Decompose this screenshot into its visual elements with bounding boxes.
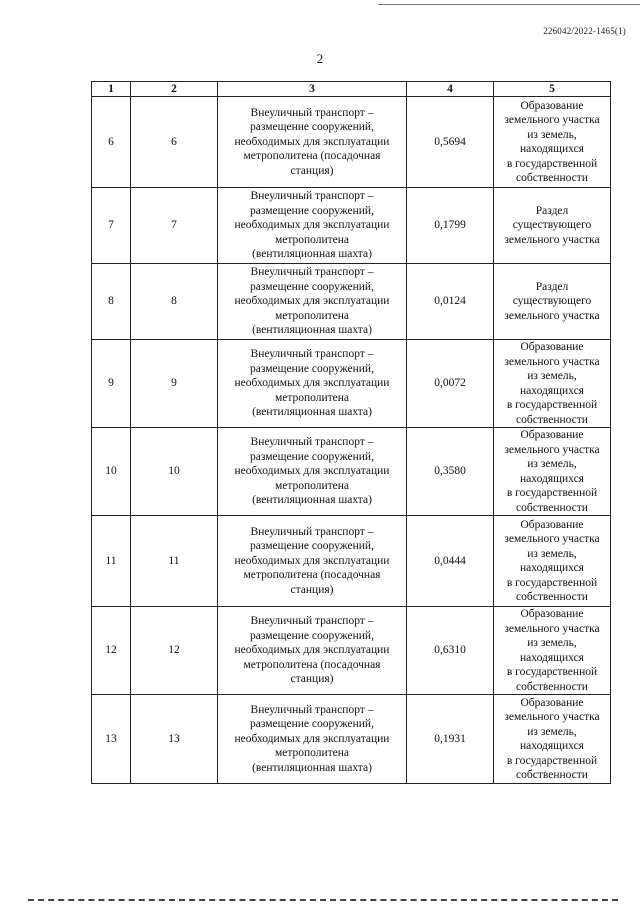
- formation-method: Образование земельного участка из земель, находящихся в государственной собственности: [494, 97, 611, 188]
- table-header-row: [92, 82, 611, 97]
- row-number: 6: [92, 97, 131, 188]
- permitted-use: Внеуличный транспорт – размещение сооружений, необходимых для эксплуатации метрополитена (вентиляционная шахта): [218, 428, 407, 516]
- formation-method: Образование земельного участка из земель, находящихся в государственной собственности: [494, 516, 611, 607]
- plot-number: 9: [131, 340, 218, 428]
- plot-number: 13: [131, 695, 218, 784]
- table-row: [92, 607, 611, 695]
- area-ha: 0,3580: [407, 428, 494, 516]
- bottom-rule: [28, 899, 618, 901]
- row-number: 10: [92, 428, 131, 516]
- table-row: [92, 340, 611, 428]
- land-plots-table: [91, 81, 611, 784]
- table-row: [92, 97, 611, 188]
- plot-number: 6: [131, 97, 218, 188]
- row-number: 11: [92, 516, 131, 607]
- formation-method: Раздел существующего земельного участка: [494, 188, 611, 264]
- permitted-use: Внеуличный транспорт – размещение сооружений, необходимых для эксплуатации метрополитена (посадочная станция): [218, 607, 407, 695]
- column-header-4: 4: [407, 82, 494, 97]
- permitted-use: Внеуличный транспорт – размещение сооружений, необходимых для эксплуатации метрополитена (посадочная станция): [218, 97, 407, 188]
- area-ha: 0,0124: [407, 264, 494, 340]
- permitted-use: Внеуличный транспорт – размещение сооружений, необходимых для эксплуатации метрополитена (вентиляционная шахта): [218, 695, 407, 784]
- area-ha: 0,1799: [407, 188, 494, 264]
- table-row: [92, 428, 611, 516]
- row-number: 9: [92, 340, 131, 428]
- area-ha: 0,0072: [407, 340, 494, 428]
- table-row: [92, 695, 611, 784]
- column-header-5: 5: [494, 82, 611, 97]
- row-number: 7: [92, 188, 131, 264]
- permitted-use: Внеуличный транспорт – размещение сооружений, необходимых для эксплуатации метрополитена (вентиляционная шахта): [218, 264, 407, 340]
- area-ha: 0,0444: [407, 516, 494, 607]
- permitted-use: Внеуличный транспорт – размещение сооружений, необходимых для эксплуатации метрополитена (посадочная станция): [218, 516, 407, 607]
- formation-method: Образование земельного участка из земель, находящихся в государственной собственности: [494, 607, 611, 695]
- row-number: 8: [92, 264, 131, 340]
- top-rule: [378, 4, 640, 5]
- row-number: 12: [92, 607, 131, 695]
- permitted-use: Внеуличный транспорт – размещение сооружений, необходимых для эксплуатации метрополитена (вентиляционная шахта): [218, 188, 407, 264]
- plot-number: 12: [131, 607, 218, 695]
- document-number: 226042/2022-1465(1): [543, 26, 626, 36]
- page-number: 2: [316, 51, 324, 66]
- formation-method: Образование земельного участка из земель, находящихся в государственной собственности: [494, 340, 611, 428]
- area-ha: 0,1931: [407, 695, 494, 784]
- table-row: [92, 516, 611, 607]
- plot-number: 8: [131, 264, 218, 340]
- table-row: [92, 264, 611, 340]
- plot-number: 11: [131, 516, 218, 607]
- row-number: 13: [92, 695, 131, 784]
- formation-method: Раздел существующего земельного участка: [494, 264, 611, 340]
- plot-number: 10: [131, 428, 218, 516]
- column-header-1: 1: [92, 82, 131, 97]
- formation-method: Образование земельного участка из земель, находящихся в государственной собственности: [494, 428, 611, 516]
- column-header-3: 3: [218, 82, 407, 97]
- permitted-use: Внеуличный транспорт – размещение сооружений, необходимых для эксплуатации метрополитена (вентиляционная шахта): [218, 340, 407, 428]
- plot-number: 7: [131, 188, 218, 264]
- area-ha: 0,5694: [407, 97, 494, 188]
- formation-method: Образование земельного участка из земель, находящихся в государственной собственности: [494, 695, 611, 784]
- table-row: [92, 188, 611, 264]
- area-ha: 0,6310: [407, 607, 494, 695]
- column-header-2: 2: [131, 82, 218, 97]
